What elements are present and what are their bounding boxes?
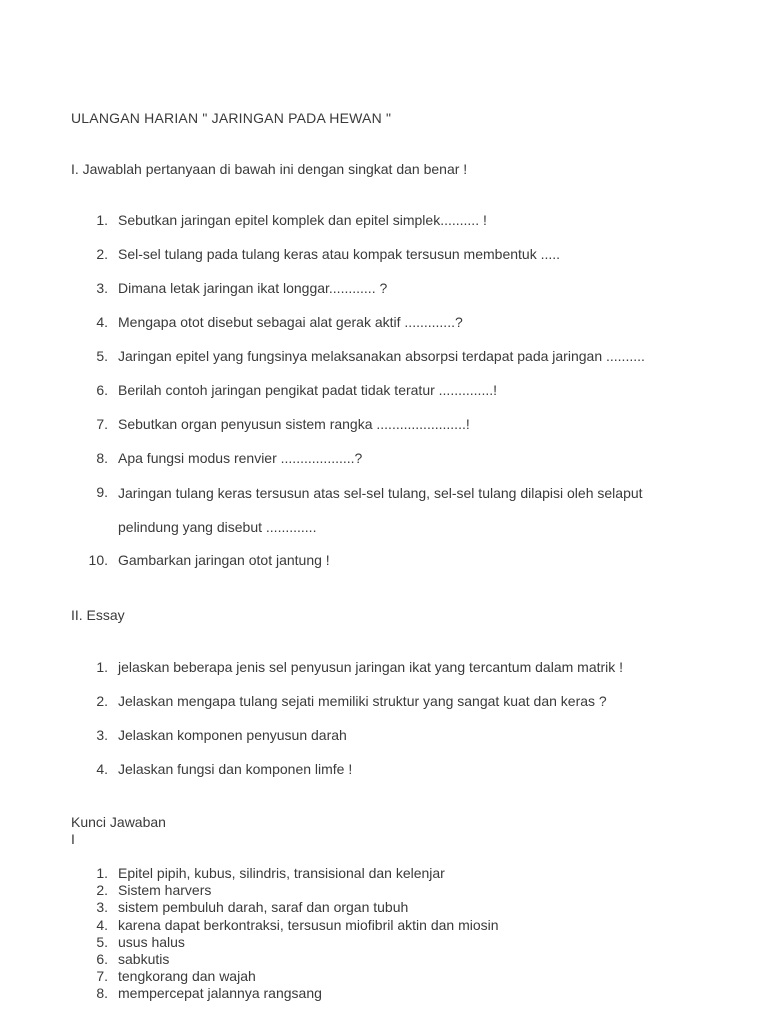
- item-number: 10.: [88, 552, 108, 568]
- item-number: 2.: [96, 246, 108, 262]
- item-text: Jaringan tulang keras tersusun atas sel-sel tulang, sel-sel tulang dilapisi oleh selaput pelindung yang disebut .............: [118, 485, 643, 535]
- item-text: sabkutis: [118, 950, 170, 967]
- item-number: 8.: [96, 985, 108, 1002]
- item-text: Sebutkan organ penyusun sistem rangka .......................!: [118, 416, 470, 432]
- item-text: Mengapa otot disebut sebagai alat gerak aktif .............?: [118, 314, 463, 330]
- section-2-heading: II. Essay: [71, 607, 125, 623]
- item-number: 6.: [96, 950, 108, 967]
- item-text: Dimana letak jaringan ikat longgar............ ?: [118, 280, 388, 296]
- item-text: Jelaskan komponen penyusun darah: [118, 727, 347, 743]
- item-text: mempercepat jalannya rangsang: [118, 985, 322, 1002]
- item-number: 7.: [96, 416, 108, 432]
- item-text: Sistem harvers: [118, 882, 212, 899]
- item-number: 4.: [96, 916, 108, 933]
- item-text: sistem pembuluh darah, saraf dan organ tubuh: [118, 899, 409, 916]
- item-text: Sebutkan jaringan epitel komplek dan epitel simplek.......... !: [118, 212, 487, 228]
- item-number: 1.: [96, 865, 108, 881]
- page-title: ULANGAN HARIAN " JARINGAN PADA HEWAN ": [71, 110, 392, 126]
- item-text: usus halus: [118, 933, 185, 950]
- item-number: 2.: [96, 882, 108, 899]
- item-text: Gambarkan jaringan otot jantung !: [118, 552, 330, 568]
- item-number: 5.: [96, 348, 108, 364]
- item-number: 3.: [96, 727, 108, 743]
- item-number: 3.: [96, 280, 108, 296]
- item-number: 2.: [96, 693, 108, 709]
- item-text: Apa fungsi modus renvier ...................?: [118, 450, 363, 466]
- answer-key-heading: Kunci Jawaban: [71, 814, 166, 830]
- item-number: 4.: [96, 761, 108, 777]
- item-text: Jelaskan fungsi dan komponen limfe !: [118, 761, 353, 777]
- item-number: 4.: [96, 314, 108, 330]
- item-text: Epitel pipih, kubus, silindris, transisional dan kelenjar: [118, 865, 445, 881]
- item-text: jelaskan beberapa jenis sel penyusun jaringan ikat yang tercantum dalam matrik !: [118, 659, 624, 675]
- item-number: 8.: [96, 450, 108, 466]
- answer-key-subheading: I: [71, 831, 75, 847]
- item-number: 7.: [96, 968, 108, 985]
- item-text: Jaringan epitel yang fungsinya melaksanakan absorpsi terdapat pada jaringan ..........: [118, 348, 645, 364]
- item-text: tengkorang dan wajah: [118, 968, 256, 985]
- item-text: karena dapat berkontraksi, tersusun miofibril aktin dan miosin: [118, 916, 499, 933]
- item-number: 3.: [96, 899, 108, 916]
- item-number: 9.: [96, 484, 108, 500]
- item-text: Jelaskan mengapa tulang sejati memiliki struktur yang sangat kuat dan keras ?: [118, 693, 607, 709]
- item-number: 6.: [96, 382, 108, 398]
- item-number: 5.: [96, 933, 108, 950]
- item-text: Sel-sel tulang pada tulang keras atau kompak tersusun membentuk .....: [118, 246, 561, 262]
- item-number: 1.: [96, 659, 108, 675]
- section-1-heading: I. Jawablah pertanyaan di bawah ini dengan singkat dan benar !: [71, 161, 468, 177]
- item-text: Berilah contoh jaringan pengikat padat tidak teratur ..............!: [118, 382, 497, 398]
- item-number: 1.: [96, 212, 108, 228]
